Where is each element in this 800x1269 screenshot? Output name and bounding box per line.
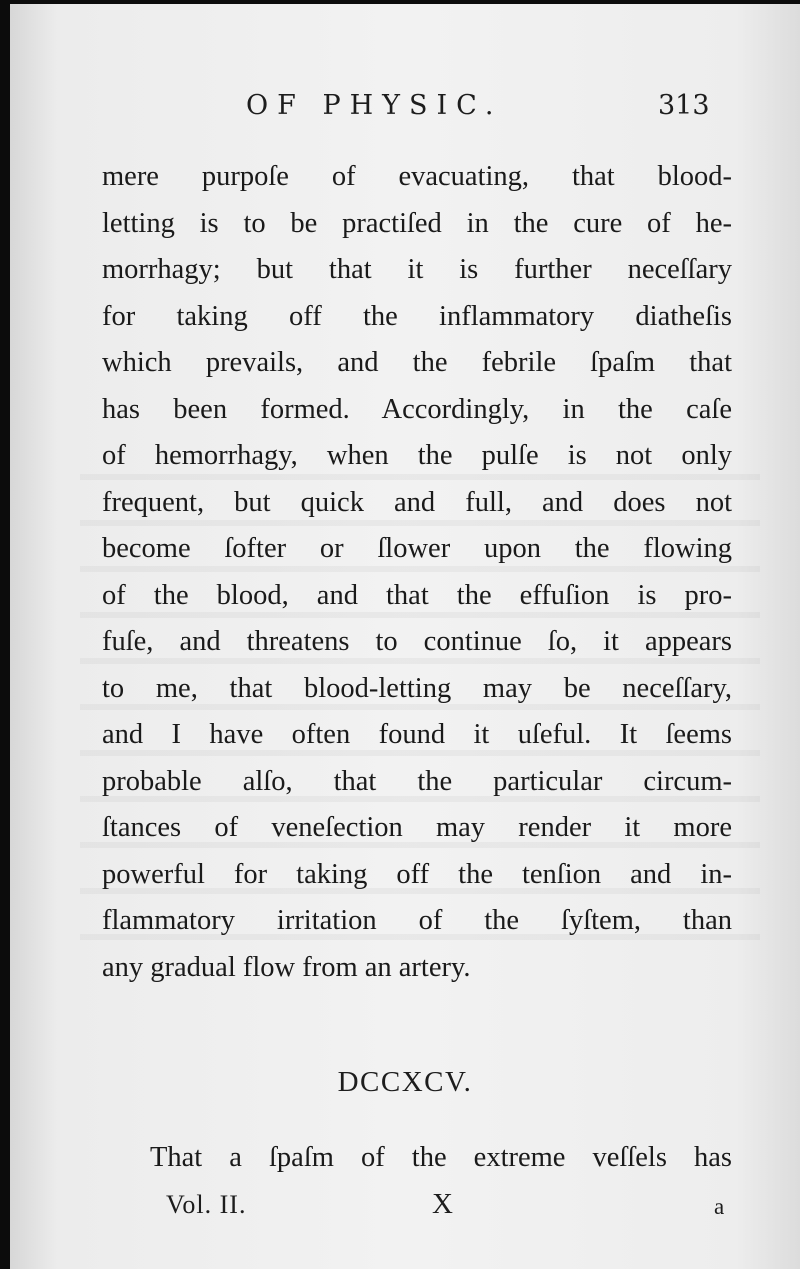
page-footer — [10, 1190, 800, 1226]
catchword: a — [714, 1194, 725, 1219]
text-line: for taking off the inflammatory diatheſis — [102, 300, 732, 332]
text-line: become ſofter or ſlower upon the flowing — [102, 533, 732, 564]
text-line: which prevails, and the febrile ſpaſm that — [102, 347, 732, 378]
text-line: ſtances of veneſection may render it more — [102, 812, 732, 843]
text-line: flammatory irritation of the ſyſtem, than — [102, 905, 732, 936]
text-line: frequent, but quick and full, and does not — [102, 486, 732, 518]
text-line: morrhagy; but that it is further neceſſary — [102, 254, 732, 285]
text-line: of hemorrhagy, when the pulſe is not only — [102, 440, 732, 471]
text-line: fuſe, and threatens to continue ſo, it appears — [102, 626, 732, 657]
text-line: probable alſo, that the particular circum- — [102, 765, 732, 797]
page-header — [10, 90, 800, 130]
text-line: mere purpoſe of evacuating, that blood- — [102, 161, 732, 192]
text-line: powerful for taking off the tenſion and in- — [102, 858, 732, 890]
text-line: and I have often found it uſeful. It ſeems — [102, 719, 732, 750]
page-number: 313 — [658, 90, 710, 121]
volume-label: Vol. II. — [166, 1190, 247, 1219]
section-heading: DCCXCV. — [337, 1066, 473, 1098]
book-page — [10, 4, 800, 1269]
signature-mark: X — [432, 1188, 453, 1220]
text-line: any gradual flow from an artery. — [102, 951, 471, 983]
section-first-line: That a ſpaſm of the extreme veſſels has — [150, 1142, 732, 1173]
body-paragraph — [102, 160, 732, 997]
text-line: has been formed. Accordingly, in the caſe — [102, 393, 732, 425]
text-line: to me, that blood-letting may be neceſſary, — [102, 672, 732, 704]
text-line: of the blood, and that the effuſion is pro- — [102, 579, 732, 611]
text-line: letting is to be practiſed in the cure of he- — [102, 207, 732, 239]
running-title: OF PHYSIC. — [246, 90, 503, 121]
